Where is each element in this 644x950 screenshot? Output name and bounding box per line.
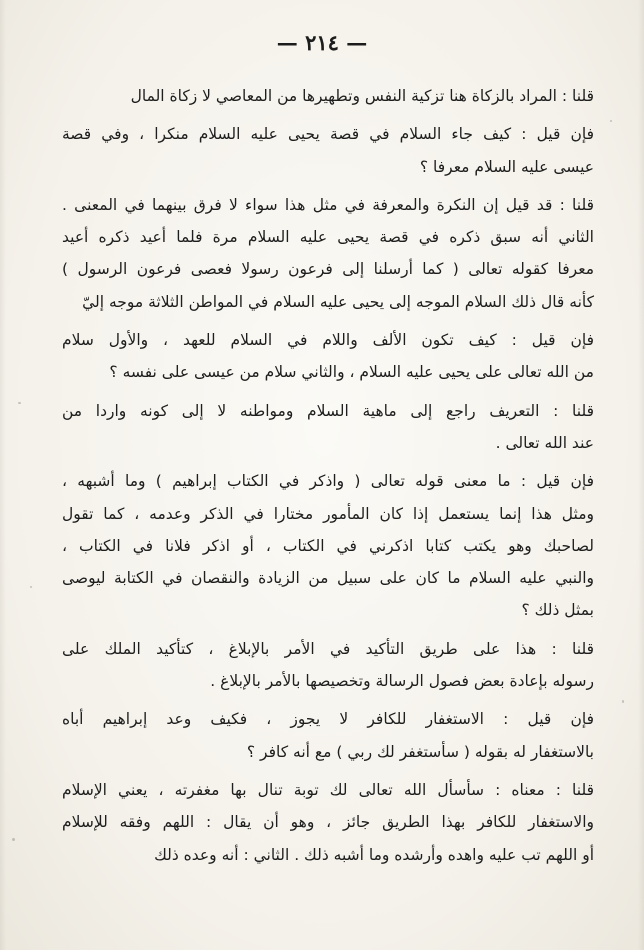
paragraph (62, 189, 594, 318)
paragraph (62, 324, 594, 389)
text-line: قلنا : هذا على طريق التأكيد في الأمر بالإبلاغ ، كتأكيد الملك على (62, 639, 594, 658)
text-line: والنبي عليه السلام ما كان على سبيل من الزيادة والنقصان في الكتابة ليوصى (62, 569, 594, 588)
paragraph (62, 80, 594, 112)
paragraph (62, 395, 594, 460)
text-line: فإن قيل : كيف تكون الألف واللام في السلام للعهد ، والأول سلام (62, 331, 594, 350)
text-line: بالاستغفار له بقوله ( سأستغفر لك ربي ) مع أنه كافر ؟ (246, 742, 594, 761)
paragraph (62, 703, 594, 768)
paragraph (62, 774, 594, 871)
text-line: فإن قيل : الاستغفار للكافر لا يجوز ، فكيف وعد إبراهيم أباه (62, 710, 594, 729)
text-line: كأنه قال ذلك السلام الموجه إلى يحيى عليه السلام في المواطن الثلاثة موجه إليّ (82, 292, 594, 311)
paragraph (62, 633, 594, 698)
text-line: قلنا : التعريف راجع إلى ماهية السلام ومواطنه لا إلى كونه واردا من (62, 401, 594, 420)
page-number: — ٢١٤ — (276, 30, 368, 55)
scan-speck (18, 402, 21, 404)
text-line: بمثل ذلك ؟ (521, 601, 594, 620)
scan-shadow-right (638, 0, 644, 950)
scan-shadow-left (0, 0, 6, 950)
text-line: من الله تعالى على يحيى عليه السلام ، والثاني سلام من عيسى على نفسه ؟ (109, 363, 594, 382)
text-line: معرفا كقوله تعالى ( كما أرسلنا إلى فرعون رسولا فعصى فرعون الرسول ) (62, 260, 594, 279)
text-line: عيسى عليه السلام معرفا ؟ (419, 157, 594, 176)
text-line: الثاني أنه سبق ذكره في قصة يحيى عليه السلام مرة فلما أعيد ذكره أعيد (62, 228, 594, 247)
text-line: فإن قيل : كيف جاء السلام في قصة يحيى عليه السلام منكرا ، وفي قصة (62, 125, 594, 144)
text-line: ومثل هذا إنما يستعمل إذا كان المأمور مختارا في الذكر وعدمه ، كما تقول (62, 504, 594, 523)
text-line: قلنا : المراد بالزكاة هنا تزكية النفس وتطهيرها من المعاصي لا زكاة المال (130, 87, 594, 105)
scan-speck (30, 586, 32, 588)
scan-speck (12, 838, 15, 841)
text-line: فإن قيل : ما معنى قوله تعالى ( واذكر في الكتاب إبراهيم ) وما أشبهه ، (62, 472, 594, 491)
text-line: عند الله تعالى . (495, 433, 594, 452)
paragraph (62, 465, 594, 626)
text-line: قلنا : معناه : سأسأل الله تعالى لك توبة تنال بها مغفرته ، يعني الإسلام (62, 780, 594, 799)
text-line: والاستغفار للكافر بهذا الطريق جائز ، وهو أن يقال : اللهم وفقه للإسلام (62, 813, 594, 832)
text-line: لصاحبك وهو يكتب كتابا اذكرني في الكتاب ، أو اذكر فلانا في الكتاب ، (62, 536, 594, 555)
scan-speck (622, 700, 624, 703)
text-line: قلنا : قد قيل إن النكرة والمعرفة في مثل هذا سواء لا فرق بينهما في المعنى . (62, 195, 594, 214)
text-line: أو اللهم تب عليه واهده وأرشده وما أشبه ذلك . الثاني : أنه وعده ذلك (154, 845, 594, 864)
text-line: رسوله بإعادة بعض فصول الرسالة وتخصيصها بالأمر بالإبلاغ . (210, 672, 594, 691)
paragraph (62, 118, 594, 183)
body-text (62, 80, 594, 871)
scan-speck (610, 120, 612, 122)
